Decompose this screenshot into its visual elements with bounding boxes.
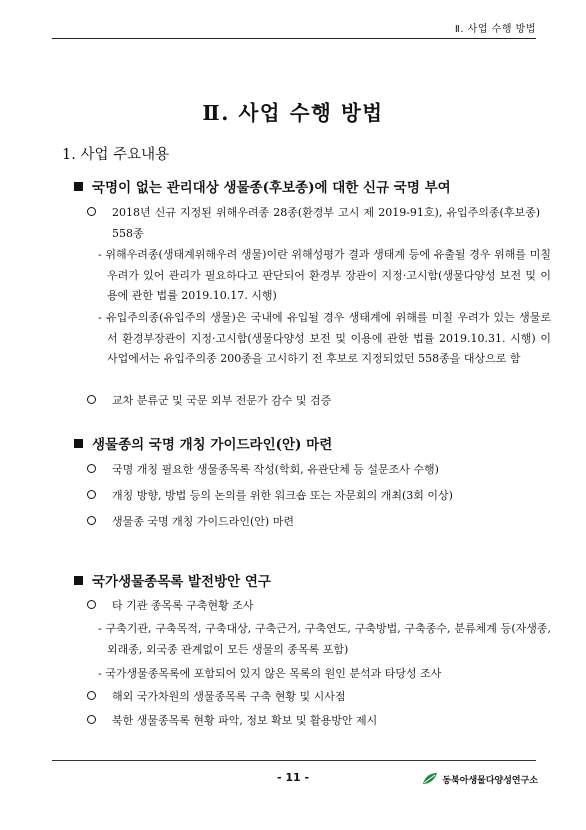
circle-bullet-icon <box>87 460 106 481</box>
circle-bullet-icon <box>87 596 106 617</box>
subsection-heading-1 <box>74 176 451 196</box>
bullet-item: 개칭 방향, 방법 등의 논의를 위한 워크숍 또는 자문회의 개최(3회 이상) <box>112 489 453 502</box>
bullet-item: 교차 분류군 및 국문 외부 전문가 감수 및 검증 <box>112 394 332 407</box>
running-header: Ⅱ. 사업 수행 방법 <box>454 24 536 35</box>
bullet-item: 생물종 국명 개칭 가이드라인(안) 마련 <box>112 515 294 528</box>
circle-bullet-icon <box>87 203 106 224</box>
page-number: - 11 - <box>276 771 310 784</box>
square-bullet-icon <box>74 576 83 585</box>
subsection-heading-text: 생물종의 국명 개칭 가이드라인(안) 마련 <box>92 437 333 453</box>
subsection-heading-2 <box>74 433 332 453</box>
footer-rule <box>52 760 536 761</box>
circle-bullet-icon <box>87 512 106 533</box>
dash-item: - 국가생물종목록에 포함되어 있지 않은 목록의 원인 분석과 타당성 조사 <box>98 667 442 680</box>
bullet-item: 국명 개칭 필요한 생물종목록 작성(학회, 유관단체 등 설문조사 수행) <box>112 463 439 476</box>
dash-item: - 구축기관, 구축목적, 구축대상, 구축근거, 구축연도, 구축방법, 구축종수, 분류체계 등(자생종, 외래종, 외국종 관계없이 모든 생물의 종목록 포함) <box>98 622 551 656</box>
square-bullet-icon <box>74 439 83 448</box>
bullet-item: 2018년 신규 지정된 위해우려종 28종(환경부 고시 제 2019-91호), 유입주의종(후보종) 558종 <box>112 206 540 240</box>
org-name: 동북아생물다양성연구소 <box>442 776 538 786</box>
bullet-item: 타 기관 종목록 구축현황 조사 <box>112 599 254 612</box>
bullet-item: 북한 생물종목록 현황 파악, 정보 확보 및 활용방안 제시 <box>112 714 378 727</box>
subsection-heading-text: 국명이 없는 관리대상 생물종(후보종)에 대한 신규 국명 부여 <box>92 180 451 196</box>
circle-bullet-icon <box>87 711 106 732</box>
circle-bullet-icon <box>87 486 106 507</box>
subsection-heading-text: 국가생물종목록 발전방안 연구 <box>92 574 271 590</box>
section-heading: 1. 사업 주요내용 <box>62 147 170 163</box>
circle-bullet-icon <box>87 391 106 412</box>
page-title: Ⅱ. 사업 수행 방법 <box>202 101 384 125</box>
dash-item: - 유입주의종(유입주의 생물)은 국내에 유입될 경우 생태계에 위해를 미칠 우려가 있는 생물로서 환경부장관이 지정·고시함(생물다양성 보전 및 이용에 관한 법률 2019.10.31. 시행) 이 사업에서는 유입주의종 200종을 고시하기 전 후보로 지정되었던 558종을 대상으로 함 <box>98 311 551 365</box>
subsection-heading-3 <box>74 570 271 590</box>
circle-bullet-icon <box>87 687 106 708</box>
header-rule <box>52 38 536 39</box>
square-bullet-icon <box>74 182 83 191</box>
dash-item: - 위해우려종(생태계위해우려 생물)이란 위해성평가 결과 생태계 등에 유출될 경우 위해를 미칠 우려가 있어 관리가 필요하다고 판단되어 환경부 장관이 지정·고시함(생물다양성 보전 및 이용에 관한 법률 2019.10.17. 시행) <box>98 248 551 302</box>
bullet-item: 해외 국가차원의 생물종목록 구축 현황 및 시사점 <box>112 690 346 703</box>
leaf-logo-icon <box>422 770 438 789</box>
org-logo <box>422 770 538 789</box>
